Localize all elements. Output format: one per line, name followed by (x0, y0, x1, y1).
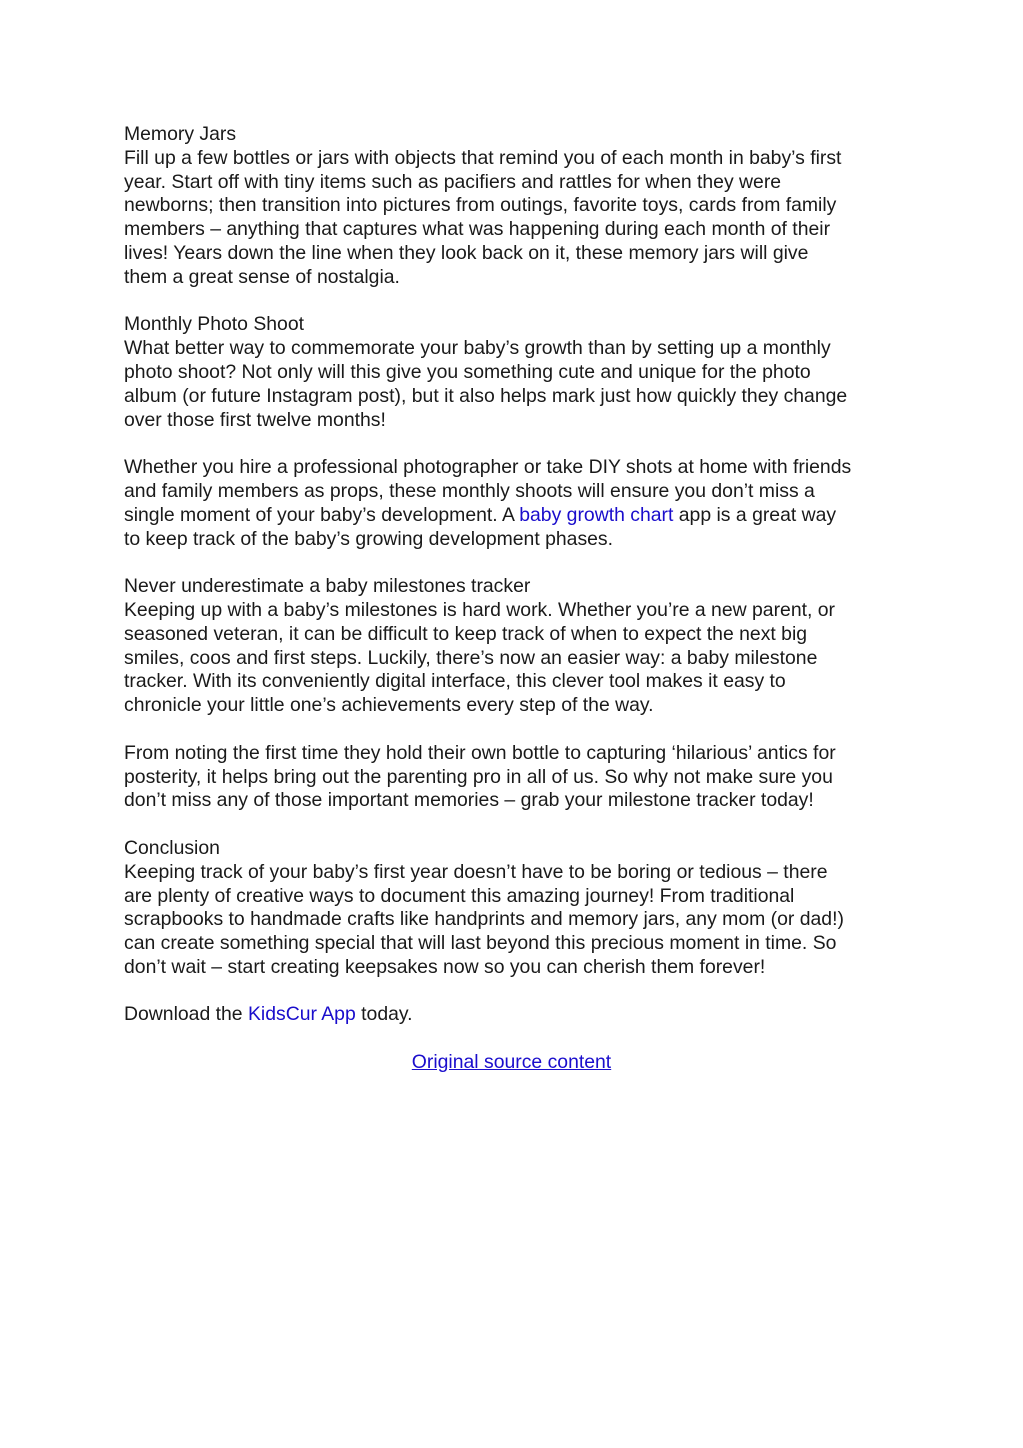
text-span: today. (355, 1003, 413, 1026)
text-span: single moment of your baby’s development. A (124, 503, 520, 526)
paragraph-line: photo shoot? Not only will this give you something cute and unique for the photo (124, 360, 811, 383)
milestones-paragraph (124, 599, 914, 718)
paragraph-line: over those first twelve months! (124, 408, 386, 431)
paragraph-line: lives! Years down the line when they look back on it, these memory jars will give (124, 241, 809, 264)
text-span: Download the (124, 1003, 248, 1026)
paragraph-line: them a great sense of nostalgia. (124, 265, 400, 288)
paragraph-gap (124, 980, 914, 1004)
paragraph-line: to keep track of the baby’s growing development phases. (124, 527, 614, 550)
conclusion-paragraph (124, 861, 914, 980)
source-line (124, 1051, 899, 1075)
paragraph-line: Fill up a few bottles or jars with objects that remind you of each month in baby’s first (124, 146, 842, 169)
baby-growth-chart-link[interactable]: baby growth chart (519, 503, 674, 526)
section-heading-memory-jars: Memory Jars (124, 123, 237, 145)
milestones-paragraph-2 (124, 742, 914, 813)
document-page (124, 123, 914, 1075)
paragraph-line: scrapbooks to handmade crafts like handprints and memory jars, any mom (or dad!) (124, 908, 844, 931)
paragraph-line: year. Start off with tiny items such as pacifiers and rattles for when they were (124, 170, 782, 193)
paragraph-line: From noting the first time they hold their own bottle to capturing ‘hilarious’ antics for (124, 741, 836, 764)
kidscur-app-link[interactable]: KidsCur App (247, 1003, 356, 1026)
paragraph-line: and family members as props, these monthly shoots will ensure you don’t miss a (124, 479, 815, 502)
photo-shoot-paragraph (124, 337, 914, 432)
paragraph-line: Keeping up with a baby’s milestones is hard work. Whether you’re a new parent, or (124, 598, 836, 621)
paragraph-line: smiles, coos and first steps. Luckily, there’s now an easier way: a baby milestone (124, 646, 818, 669)
paragraph-line: Whether you hire a professional photographer or take DIY shots at home with friends (124, 456, 852, 479)
paragraph-line: album (or future Instagram post), but it also helps mark just how quickly they change (124, 384, 848, 407)
section-heading-conclusion: Conclusion (124, 836, 220, 859)
paragraph-line: don’t wait – start creating keepsakes now so you can cherish them forever! (124, 955, 766, 978)
paragraph-line: don’t miss any of those important memories – grab your milestone tracker today! (124, 789, 814, 812)
download-line (124, 1003, 914, 1027)
photo-shoot-paragraph-2 (124, 456, 914, 551)
paragraph-line: posterity, it helps bring out the parenting pro in all of us. So why not make sure you (124, 765, 833, 788)
paragraph-line: chronicle your little one’s achievements every step of the way. (124, 694, 654, 717)
section-heading-photo-shoot: Monthly Photo Shoot (124, 313, 305, 336)
paragraph-line: tracker. With its conveniently digital interface, this clever tool makes it easy to (124, 670, 786, 693)
paragraph-line: can create something special that will last beyond this precious moment in time. So (124, 932, 837, 955)
text-span: app is a great way (673, 503, 837, 526)
memory-jars-paragraph (124, 147, 914, 290)
paragraph-line: are plenty of creative ways to document this amazing journey! From traditional (124, 884, 795, 907)
paragraph-line: seasoned veteran, it can be difficult to keep track of when to expect the next big (124, 622, 808, 645)
paragraph-line: What better way to commemorate your baby’s growth than by setting up a monthly (124, 337, 831, 360)
paragraph-gap (124, 1027, 914, 1051)
paragraph-line-with-link (124, 504, 914, 528)
paragraph-gap (124, 432, 914, 456)
paragraph-line: Keeping track of your baby’s first year doesn’t have to be boring or tedious – there (124, 860, 828, 883)
section-heading-milestones: Never underestimate a baby milestones tracker (124, 575, 531, 598)
original-source-link[interactable]: Original source content (411, 1051, 612, 1074)
paragraph-line: newborns; then transition into pictures from outings, favorite toys, cards from family (124, 194, 837, 217)
paragraph-gap (124, 718, 914, 742)
paragraph-line: members – anything that captures what was happening during each month of their (124, 218, 831, 241)
